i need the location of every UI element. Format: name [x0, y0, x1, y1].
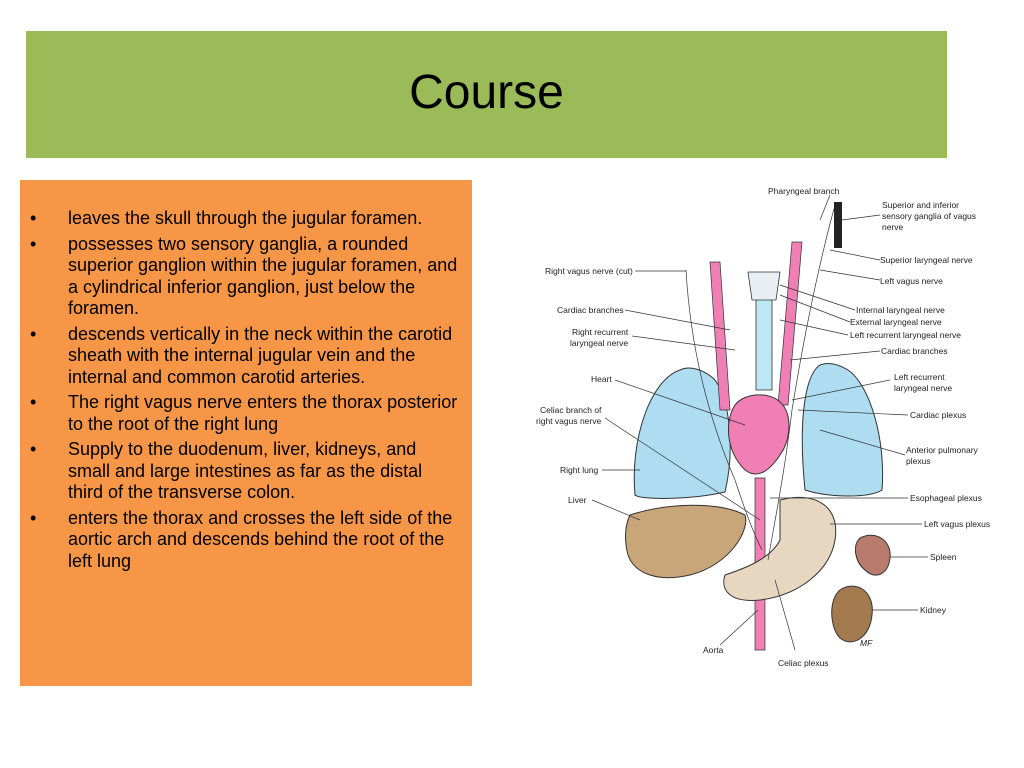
bullet-text: Supply to the duodenum, liver, kidneys, and small and large intestines as far as the distal third of the transverse colon. [68, 439, 423, 502]
label-cardiac-branches-right: Cardiac branches [881, 346, 948, 356]
larynx-shape [748, 272, 780, 300]
label-internal-laryngeal: Internal laryngeal nerve [856, 305, 945, 315]
label-right-lung: Right lung [560, 465, 599, 475]
bullet-item [20, 234, 472, 320]
content-box [20, 180, 472, 686]
label-sensory-ganglia-1: Superior and inferior [882, 200, 960, 210]
bullet-item [20, 508, 472, 573]
label-right-vagus-cut: Right vagus nerve (cut) [545, 266, 633, 276]
bullet-text: descends vertically in the neck within the carotid sheath with the internal jugular vein and the internal and common carotid arteries. [68, 323, 453, 387]
label-left-vagus-plexus: Left vagus plexus [924, 519, 991, 529]
label-right-recurrent-2: laryngeal nerve [570, 338, 629, 348]
bullet-text: enters the thorax and crosses the left side of the aortic arch and descends behind the root of the left lung [68, 507, 453, 571]
kidney-shape [832, 586, 873, 642]
label-left-vagus: Left vagus nerve [880, 276, 943, 286]
right-lung-shape [634, 368, 730, 498]
vagus-ganglion-shape [834, 202, 842, 248]
bullet-text: possesses two sensory ganglia, a rounded superior ganglion within the jugular foramen, and a cylindrical inferior ganglion, just below the foramen. [68, 233, 458, 318]
left-lung-shape [802, 364, 882, 496]
label-external-laryngeal: External laryngeal nerve [850, 317, 942, 327]
label-cardiac-branches-left: Cardiac branches [557, 305, 624, 315]
bullet-item [20, 208, 472, 230]
label-esophageal-plexus: Esophageal plexus [910, 493, 982, 503]
bullet-item [20, 324, 472, 389]
label-sensory-ganglia-2: sensory ganglia of vagus [882, 211, 977, 221]
label-left-recurrent-2b: laryngeal nerve [894, 383, 953, 393]
label-sensory-ganglia-3: nerve [882, 222, 904, 232]
label-kidney: Kidney [920, 605, 946, 615]
label-celiac-branch-1: Celiac branch of [540, 405, 602, 415]
liver-shape [626, 505, 746, 577]
bullet-glyph: • [30, 208, 37, 228]
label-right-recurrent-1: Right recurrent [572, 327, 629, 337]
label-spleen: Spleen [930, 552, 957, 562]
bullet-glyph: • [30, 507, 37, 528]
label-anterior-pulmonary-2: plexus [906, 456, 931, 466]
bullet-glyph: • [30, 392, 37, 412]
label-cardiac-plexus: Cardiac plexus [910, 410, 967, 420]
artist-signature: MF [860, 638, 873, 648]
label-celiac-branch-2: right vagus nerve [536, 416, 602, 426]
label-celiac-plexus: Celiac plexus [778, 658, 829, 668]
bullet-list [20, 208, 472, 576]
slide-title: Course [409, 66, 564, 119]
label-superior-laryngeal: Superior laryngeal nerve [880, 255, 973, 265]
bullet-item [20, 439, 472, 504]
bullet-glyph: • [30, 439, 37, 459]
left-carotid-shape [778, 242, 802, 405]
label-left-recurrent-laryngeal: Left recurrent laryngeal nerve [850, 330, 962, 340]
label-left-recurrent-2a: Left recurrent [894, 372, 945, 382]
label-anterior-pulmonary-1: Anterior pulmonary [906, 445, 978, 455]
bullet-glyph: • [30, 323, 37, 344]
label-pharyngeal-branch: Pharyngeal branch [768, 186, 840, 196]
label-heart: Heart [591, 374, 612, 384]
bullet-item [20, 392, 472, 435]
bullet-text: The right vagus nerve enters the thorax posterior to the root of the right lung [68, 392, 458, 434]
title-bar [26, 31, 947, 158]
vagus-nerve-diagram [530, 180, 1000, 670]
bullet-glyph: • [30, 233, 37, 254]
label-aorta: Aorta [703, 645, 724, 655]
label-liver: Liver [568, 495, 587, 505]
spleen-shape [855, 535, 890, 575]
bullet-text: leaves the skull through the jugular foramen. [68, 208, 423, 228]
heart-shape [728, 395, 789, 474]
